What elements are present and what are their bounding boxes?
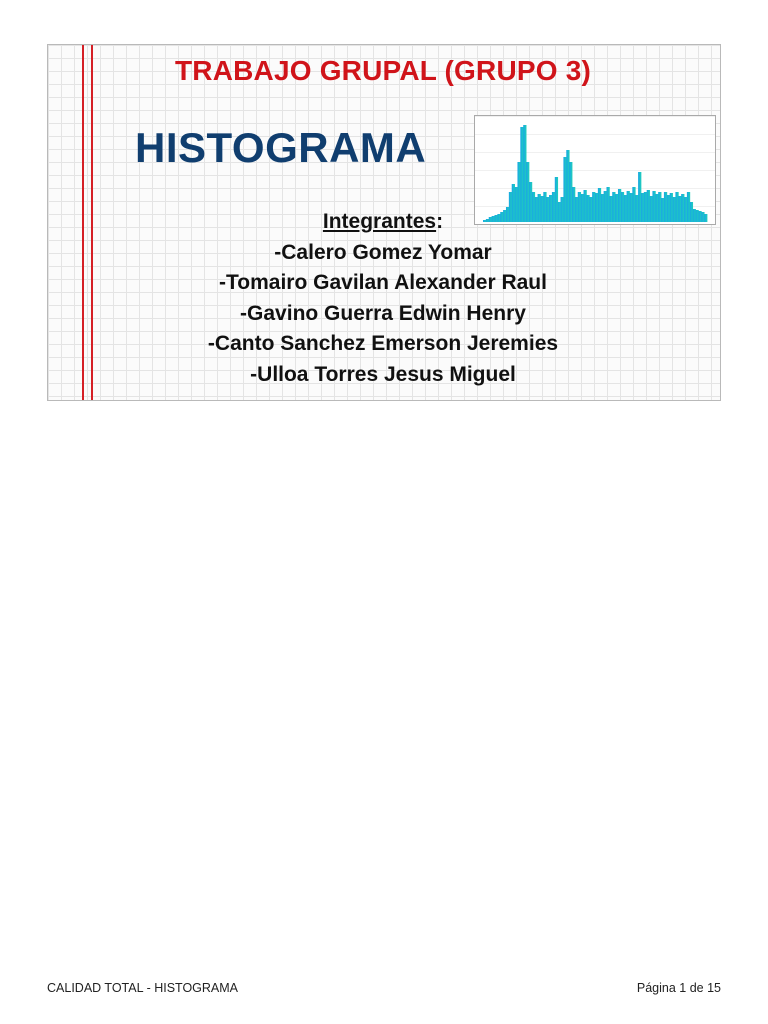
member-name: -Gavino Guerra Edwin Henry xyxy=(240,301,526,325)
histogram-bar xyxy=(696,210,699,222)
members-heading-line xyxy=(108,207,658,238)
histogram-bar xyxy=(687,192,690,222)
histogram-bar xyxy=(690,202,693,222)
margin-line-right xyxy=(91,45,93,400)
member-name: -Canto Sanchez Emerson Jeremies xyxy=(207,332,559,355)
members-heading-colon: : xyxy=(436,210,444,233)
histogram-bar xyxy=(661,198,664,222)
histogram-bar xyxy=(667,195,670,222)
group-title: TRABAJO GRUPAL (GRUPO 3) xyxy=(174,55,591,86)
histogram-bar xyxy=(673,197,676,222)
histogram-bar xyxy=(701,212,704,222)
main-title: HISTOGRAMA xyxy=(135,124,427,171)
footer-document-title: CALIDAD TOTAL - HISTOGRAMA xyxy=(47,981,239,995)
histogram-bar xyxy=(658,192,661,222)
members-heading: Integrantes xyxy=(322,210,437,233)
member-name: -Ulloa Torres Jesus Miguel xyxy=(250,362,516,386)
histogram-bar xyxy=(693,209,696,222)
histogram-bar xyxy=(664,192,667,222)
histogram-bar xyxy=(698,211,701,222)
histogram-bar xyxy=(678,196,681,222)
histogram-bar xyxy=(704,214,707,222)
margin-line-left xyxy=(82,45,84,400)
histogram-bar xyxy=(670,193,673,222)
histogram-bar xyxy=(681,194,684,222)
footer-page-number: Página 1 de 15 xyxy=(636,981,721,995)
cover-sheet xyxy=(47,44,721,401)
members-block xyxy=(108,207,658,390)
histogram-bar xyxy=(675,192,678,222)
histogram-bar xyxy=(684,197,687,222)
member-name: -Calero Gomez Yomar xyxy=(274,240,492,264)
member-name: -Tomairo Gavilan Alexander Raul xyxy=(219,271,547,294)
